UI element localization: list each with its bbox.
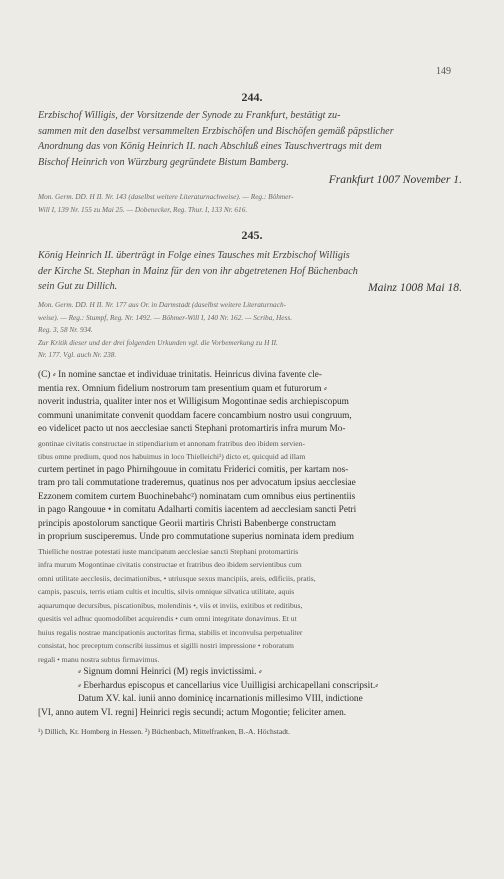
charter-line: in pago Rangouue • in comitatu Adalharti comitis iacentem ad aecclesiam sancti Petri: [38, 505, 357, 515]
charter-line: noverit industria, qualiter inter nos et Willigisum Mogontinae sedis archiepiscopum: [38, 397, 349, 407]
notes-245: [38, 299, 462, 362]
datum-line: [VI, anno autem VI. regni] Heinrici regis secundi; actum Mogontie; feliciter amen.: [38, 707, 347, 718]
charter-line: huius regalis nostrae mancipationis auctoritas firma, stabilis et inconvulsa perpetualiter: [38, 627, 303, 637]
regest-line: Bischof Heinrich von Würzburg gegründete Bistum Bamberg.: [38, 156, 289, 168]
note-line: Will I, 139 Nr. 155 zu Mai 25. — Dobenecker, Reg. Thur. I, 133 Nr. 616.: [38, 204, 248, 214]
date-245: Mainz 1008 Mai 18.: [367, 281, 462, 294]
date-244: Frankfurt 1007 November 1.: [328, 173, 462, 186]
charter-line: infra murum Mogontinae civitatis constructae et fratribus deo ibidem servientibus cum: [38, 560, 302, 569]
note-line: weise). — Reg.: Stumpf, Reg. Nr. 1492. — Böhmer-Will I, 140 Nr. 162. — Scriba, Hess.: [38, 312, 293, 322]
charter-line: principis apostolorum sanctique Georii martiris Christi Babenberge constructam: [38, 518, 337, 529]
charter-line: quesitis vel adhuc quomodolibet acquirendis • cum omni integritate donavimus. Et ut: [38, 614, 297, 623]
regest-line: Erzbischof Willigis, der Vorsitzende der Synode zu Frankfurt, bestätigt zu-: [38, 110, 341, 121]
note-line: Mon. Germ. DD. H II. Nr. 143 (daselbst weitere Literaturnachweise). — Reg.: Böhmer-: [38, 192, 294, 201]
regest-line: sammen mit den daselbst versammelten Erzbischöfen und Bischöfen gemäß päpstlicher: [38, 125, 394, 137]
charter-line: tram pro tali commutatione traderemus, quatinus nos per advocatum ipsius aecclesiae: [38, 478, 356, 488]
document-number-245: 245.: [241, 228, 263, 242]
charter-line: regali • manu nostra subtus firmavimus.: [38, 654, 160, 664]
note-line: Nr. 177. Vgl. auch Nr. 238.: [38, 350, 117, 360]
charter-line: consistat, hoc preceptum conscribi iussimus et sigilli nostri impressione • roboratum: [38, 641, 294, 650]
charter-line: omni utilitate aecclesiis, decimationibus, • utriusque sexus mancipiis, areis, edificiis, pratis,: [38, 573, 316, 583]
signum-line: ⸗ Signum domni Heinrici (M) regis invictissimi. ⸗: [78, 667, 262, 677]
charter-line: tibus omne predium, quod nos habuimus in loco Thielleichi¹) dicto et, quicquid ad illam: [38, 452, 306, 461]
charter-text-245: [38, 369, 462, 738]
regest-line: Anordnung das von König Heinrich II. nach Abschluß eines Tauschvertrags mit dem: [38, 141, 382, 152]
regest-line: König Heinrich II. überträgt in Folge eines Tausches mit Erzbischof Willigis: [38, 250, 350, 261]
datum-line: Datum XV. kal. iunii anno dominicę incarnationis millesimo VIII, indictione: [78, 694, 363, 704]
regest-line: sein Gut zu Dillich.: [38, 281, 118, 292]
charter-line: gontinae civitatis constructae in stipendiarium et annonam fratribus deo ibidem servien-: [38, 438, 305, 448]
note-line: Reg. 3, 58 Nr. 934.: [38, 325, 93, 335]
recognition-line: ⸗ Eberhardus episcopus et cancellarius vice Uuilligisi archicapellani conscripsit.⸗: [78, 680, 379, 691]
document-number-244: 244.: [241, 90, 263, 104]
note-line: Zur Kritik dieser und der drei folgenden Urkunden vgl. die Vorbemerkung zu H II.: [38, 337, 278, 347]
regest-line: der Kirche St. Stephan in Mainz für den von ihr abgetretenen Hof Büchenbach: [38, 265, 358, 277]
footnotes: ¹) Dillich, Kr. Homberg in Hessen. ²) Büchenbach, Mittelfranken, B.-A. Höchstadt.: [38, 727, 290, 736]
page-number: 149: [436, 66, 451, 77]
notes-244: [38, 191, 462, 216]
charter-line: in proprium susciperemus. Unde pro commutatione superius nominata idem predium: [38, 532, 355, 542]
charter-line: (C) ⸗ In nomine sanctae et individuae trinitatis. Heinricus divina favente cle-: [38, 370, 322, 380]
charter-line: eo videlicet pacto ut nos aecclesiae sancti Stephani protomartiris infra murum Mo-: [38, 424, 346, 434]
charter-line: curtem pertinet in pago Phirnihgouue in comitatu Friderici comitis, per kartam nos-: [38, 464, 349, 475]
charter-line: mentia rex. Omnium fidelium nostrorum tam presentium quam et futurorum ⸗: [38, 383, 327, 394]
charter-line: aquarumque decursibus, piscationibus, molendinis •, viis et inviis, exitibus et reditibus,: [38, 600, 303, 610]
charter-line: communi unanimitate convenit quoddam facere concambium nostro usui congruum,: [38, 410, 352, 421]
regest-244: [38, 108, 462, 170]
note-line: Mon. Germ. DD. H II. Nr. 177 aus Or. in Darmstadt (daselbst weitere Literaturnach-: [38, 300, 287, 309]
charter-line: Ezzonem comitem curtem Buochinebahc²) nominatam cum omnibus eius pertinentiis: [38, 491, 356, 502]
charter-line: campis, pascuis, terris etiam cultis et incultis, silvis omnique silvatica utilitate, aquis: [38, 587, 295, 596]
charter-line: Thielliche nostrae potestati iuste mancipatum aecclesiae sancti Stephani protomartiris: [38, 546, 299, 556]
